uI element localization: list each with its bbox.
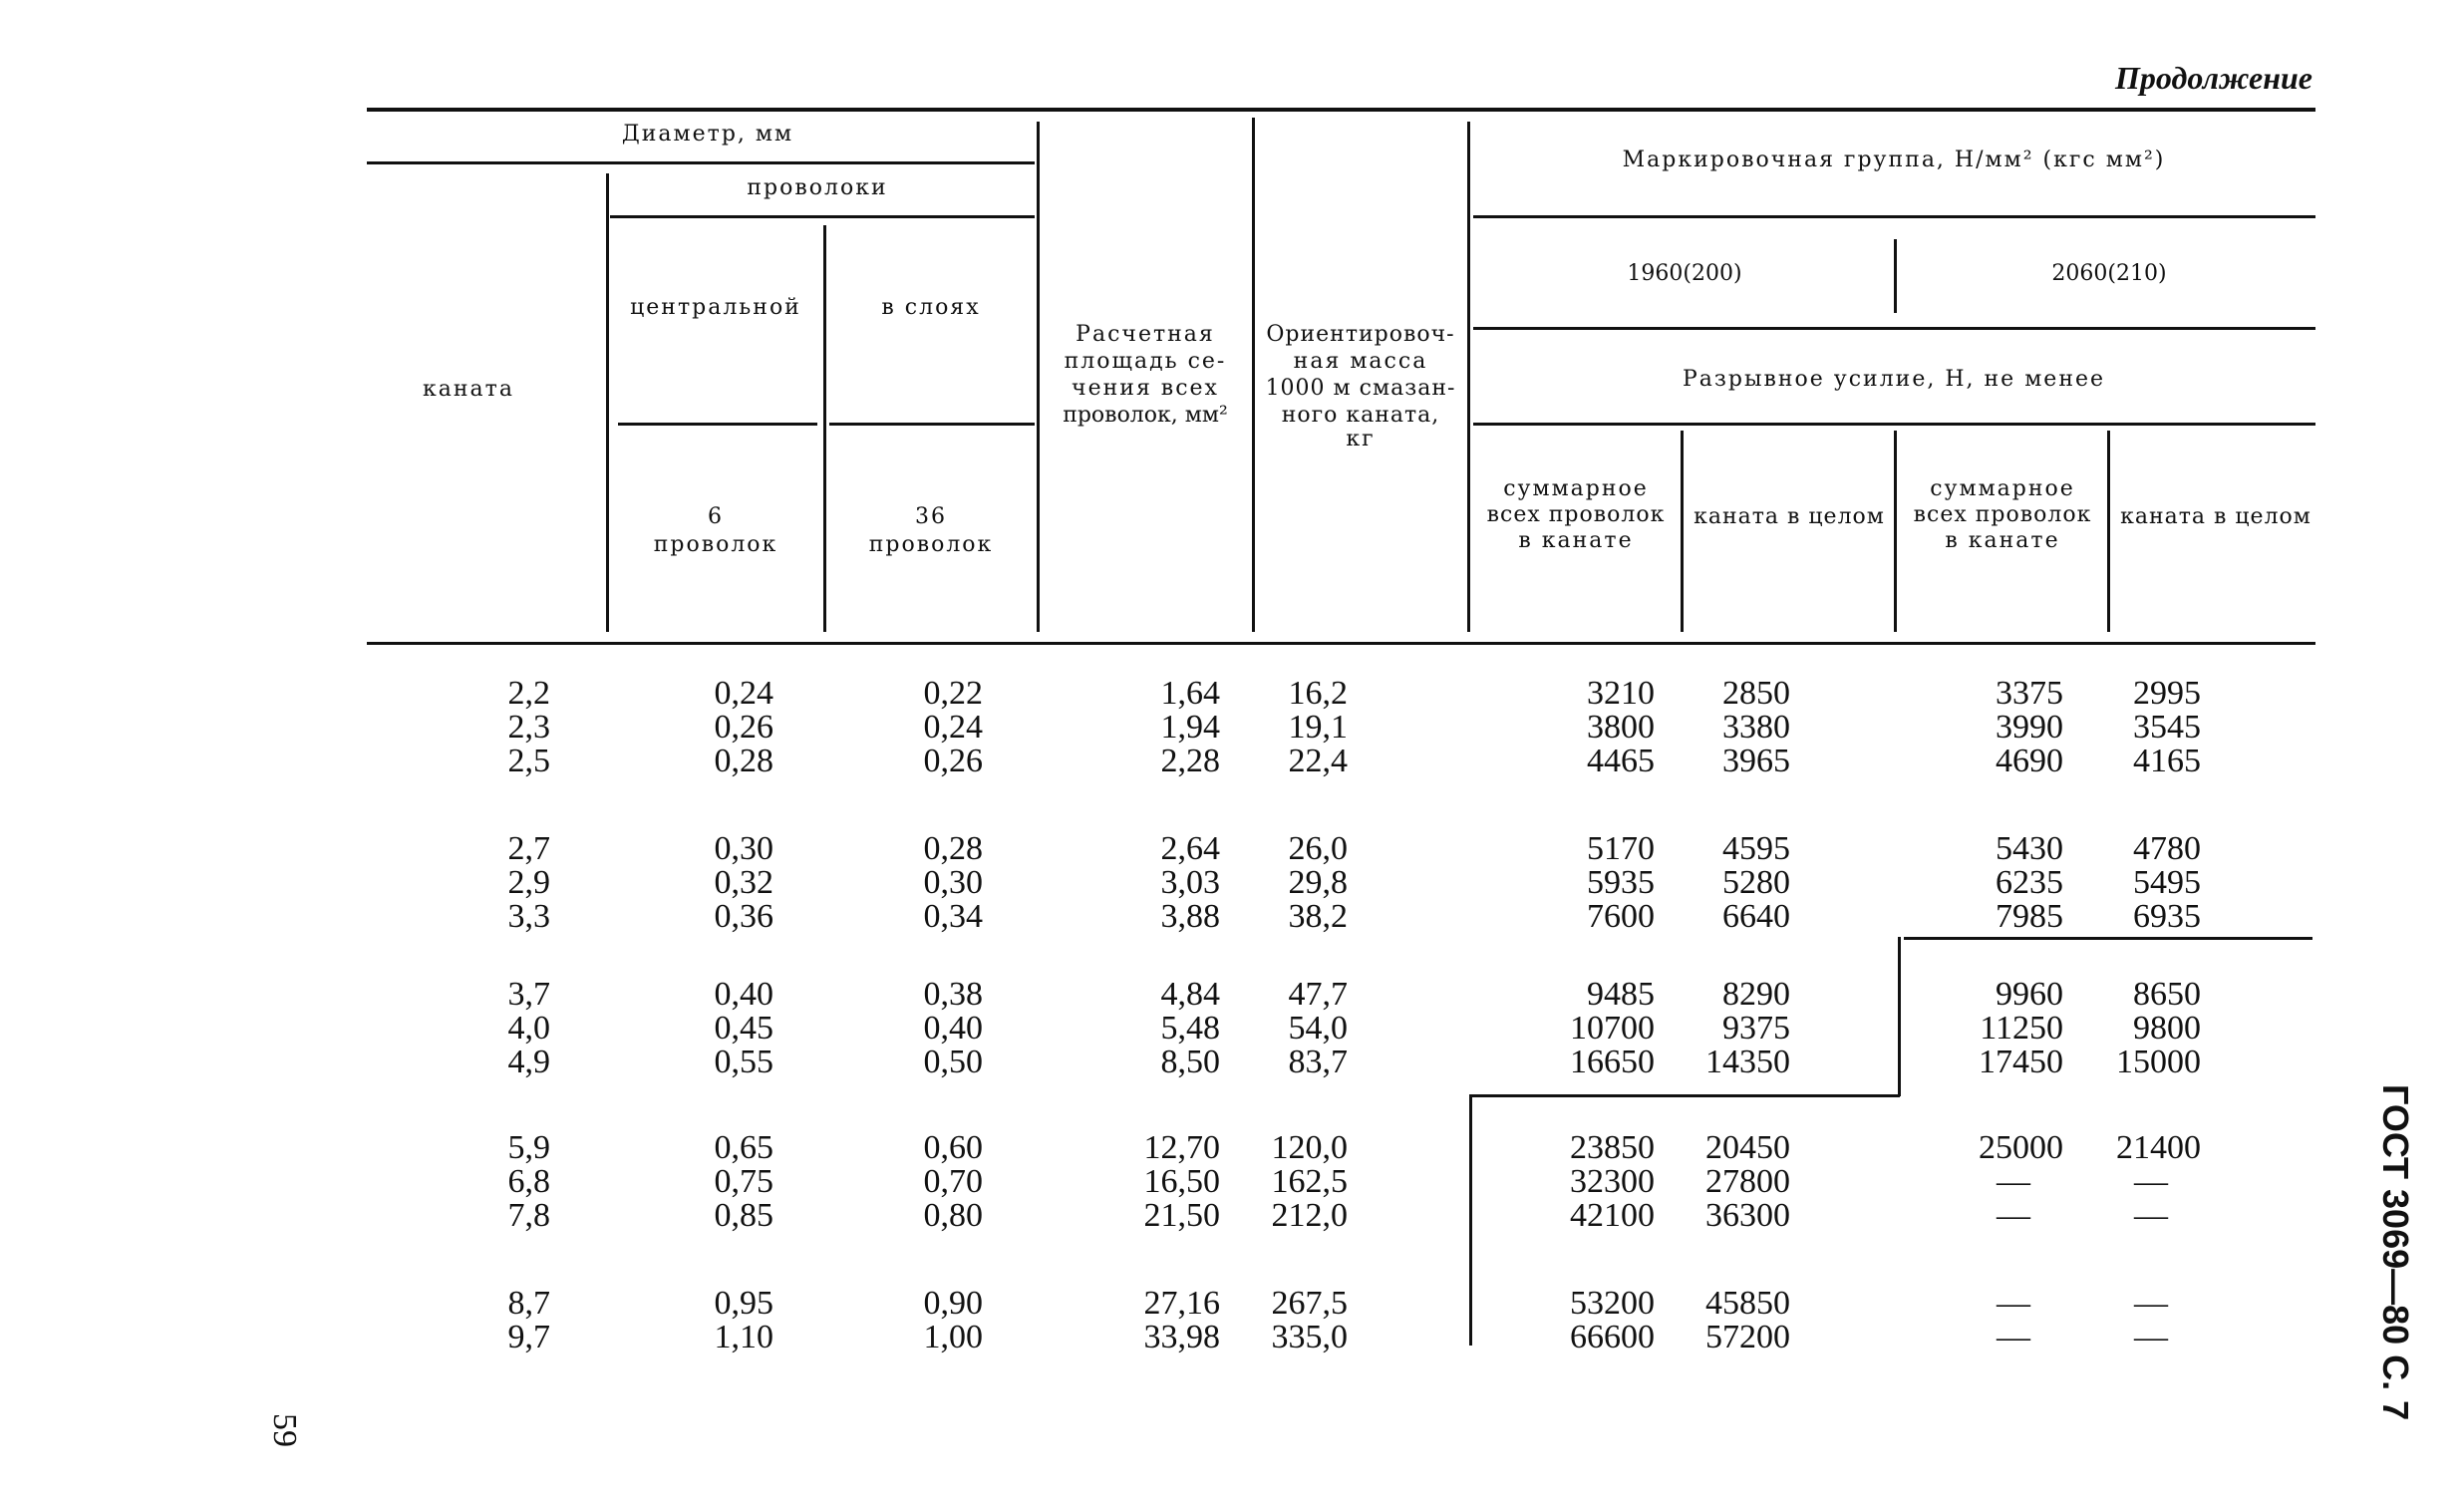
cell-layer-wire: 0,60	[923, 1129, 983, 1166]
thirty-six-wires-label: проволок	[868, 532, 994, 557]
cell-rope-1960: 8290	[1722, 976, 1790, 1013]
mass-line: кг	[1346, 427, 1376, 451]
cell-rope-1960: 3380	[1722, 709, 1790, 746]
cell-rope-diameter: 6,8	[507, 1163, 550, 1200]
cell-rope-2060: 2995	[2133, 675, 2201, 712]
cell-total-1960: 3800	[1587, 709, 1655, 746]
cell-central-wire: 0,45	[714, 1010, 773, 1047]
cell-area: 16,50	[1143, 1163, 1220, 1200]
total-wires-line: в канате	[1518, 528, 1634, 553]
header-bottom-rule	[367, 642, 2315, 645]
group1-boundary-h	[1469, 1094, 1900, 1097]
cell-mass: 162,5	[1271, 1163, 1348, 1200]
area-line: проволок, мм²	[1063, 403, 1228, 428]
in-layers-heading: в слоях	[881, 295, 981, 320]
mass-line: 1000 м смазан-	[1265, 376, 1456, 401]
cell-total-2060: 11250	[1980, 1010, 2063, 1047]
cell-rope-2060: 4780	[2133, 830, 2201, 867]
cell-total-2060: 6235	[1996, 864, 2063, 901]
cell-central-wire: 0,40	[714, 976, 773, 1013]
cell-central-wire: 0,32	[714, 864, 773, 901]
cell-rope-diameter: 2,3	[507, 709, 550, 746]
cell-area: 1,94	[1160, 709, 1220, 746]
cell-mass: 16,2	[1288, 675, 1348, 712]
cell-rope-diameter: 2,2	[507, 675, 550, 712]
mass-line: Ориентировоч-	[1266, 322, 1455, 347]
total-wires-line: всех проволок	[1913, 502, 2092, 527]
cell-layer-wire: 0,38	[923, 976, 983, 1013]
cell-rope-2060: —	[2134, 1319, 2168, 1355]
cell-mass: 22,4	[1288, 743, 1348, 779]
group-divider	[1894, 239, 1897, 313]
cell-layer-wire: 0,40	[923, 1010, 983, 1047]
central-underline	[618, 423, 817, 426]
cell-layer-wire: 0,90	[923, 1285, 983, 1322]
group-2060-label: 2060(210)	[2051, 261, 2167, 286]
cell-rope-diameter: 4,0	[507, 1010, 550, 1047]
six-wires-label: проволок	[653, 532, 778, 557]
mass-heading	[1256, 321, 1465, 450]
total-wires-heading-2	[1898, 476, 2107, 554]
mass-col-divider	[1467, 122, 1470, 632]
total-wires-heading-1	[1471, 476, 1681, 554]
cell-central-wire: 0,30	[714, 830, 773, 867]
cell-rope-1960: 5280	[1722, 864, 1790, 901]
cell-total-1960: 10700	[1570, 1010, 1655, 1047]
group2-boundary-h1	[1904, 937, 2312, 940]
cell-central-wire: 0,85	[714, 1197, 773, 1234]
cell-total-1960: 7600	[1587, 898, 1655, 935]
cell-central-wire: 0,75	[714, 1163, 773, 1200]
cell-total-2060: 5430	[1996, 830, 2063, 867]
cell-rope-1960: 36300	[1705, 1197, 1790, 1234]
cell-rope-2060: 9800	[2133, 1010, 2201, 1047]
cell-layer-wire: 0,80	[923, 1197, 983, 1234]
cell-rope-1960: 20450	[1705, 1129, 1790, 1166]
cell-total-2060: 9960	[1996, 976, 2063, 1013]
cell-rope-1960: 6640	[1722, 898, 1790, 935]
six-count: 6	[708, 504, 724, 529]
wires-heading: проволоки	[747, 175, 888, 200]
cell-total-1960: 32300	[1570, 1163, 1655, 1200]
cell-central-wire: 1,10	[714, 1319, 773, 1355]
area-col-divider	[1252, 118, 1255, 632]
cell-rope-2060: 5495	[2133, 864, 2201, 901]
cell-total-2060: —	[1997, 1319, 2030, 1355]
cell-rope-2060: 4165	[2133, 743, 2201, 779]
cell-rope-1960: 27800	[1705, 1163, 1790, 1200]
cell-mass: 26,0	[1288, 830, 1348, 867]
cell-central-wire: 0,36	[714, 898, 773, 935]
cell-mass: 54,0	[1288, 1010, 1348, 1047]
total2-col-divider	[2107, 431, 2110, 632]
cell-layer-wire: 0,30	[923, 864, 983, 901]
cell-rope-diameter: 8,7	[507, 1285, 550, 1322]
cell-total-2060: —	[1997, 1163, 2030, 1200]
cell-area: 1,64	[1160, 675, 1220, 712]
cell-mass: 212,0	[1271, 1197, 1348, 1234]
area-line: чения всех	[1072, 376, 1219, 401]
cell-total-2060: 3375	[1996, 675, 2063, 712]
cell-total-1960: 5170	[1587, 830, 1655, 867]
breaking-underline	[1473, 423, 2315, 426]
cell-central-wire: 0,95	[714, 1285, 773, 1322]
cell-rope-2060: —	[2134, 1163, 2168, 1200]
cell-total-1960: 66600	[1570, 1319, 1655, 1355]
thirty-six-count: 36	[915, 504, 947, 529]
cell-rope-1960: 9375	[1722, 1010, 1790, 1047]
cell-area: 21,50	[1143, 1197, 1220, 1234]
cell-rope-1960: 14350	[1705, 1044, 1790, 1080]
cell-area: 3,03	[1160, 864, 1220, 901]
layers-underline	[829, 423, 1035, 426]
cell-rope-diameter: 3,3	[507, 898, 550, 935]
mass-line: ного каната,	[1281, 403, 1440, 428]
groups-underline	[1473, 327, 2315, 330]
table-top-rule	[367, 108, 2315, 112]
area-line: Расчетная	[1076, 322, 1215, 347]
central-heading: центральной	[630, 295, 801, 320]
cell-rope-diameter: 2,5	[507, 743, 550, 779]
cell-area: 3,88	[1160, 898, 1220, 935]
cell-area: 33,98	[1143, 1319, 1220, 1355]
cell-central-wire: 0,24	[714, 675, 773, 712]
cell-total-2060: 17450	[1979, 1044, 2063, 1080]
marking-group-underline	[1473, 215, 2315, 218]
marking-group-heading: Маркировочная группа, Н/мм² (кгс мм²)	[1622, 148, 2166, 172]
cell-total-2060: 3990	[1996, 709, 2063, 746]
total-wires-line: всех проволок	[1486, 502, 1666, 527]
cell-rope-2060: —	[2134, 1197, 2168, 1234]
cell-rope-2060: —	[2134, 1285, 2168, 1322]
cell-rope-2060: 3545	[2133, 709, 2201, 746]
cell-layer-wire: 0,70	[923, 1163, 983, 1200]
cell-total-2060: —	[1997, 1197, 2030, 1234]
cell-mass: 335,0	[1271, 1319, 1348, 1355]
cell-area: 2,64	[1160, 830, 1220, 867]
cell-mass: 120,0	[1271, 1129, 1348, 1166]
cell-rope-diameter: 5,9	[507, 1129, 550, 1166]
layers-col-divider	[1037, 122, 1040, 632]
diameter-heading: Диаметр, мм	[621, 122, 794, 147]
cell-rope-diameter: 2,9	[507, 864, 550, 901]
wires-underline	[610, 215, 1035, 218]
cell-total-2060: 4690	[1996, 743, 2063, 779]
cell-area: 8,50	[1160, 1044, 1220, 1080]
cell-area: 2,28	[1160, 743, 1220, 779]
cell-total-1960: 3210	[1587, 675, 1655, 712]
cell-rope-2060: 6935	[2133, 898, 2201, 935]
cell-layer-wire: 0,28	[923, 830, 983, 867]
cell-total-2060: 7985	[1996, 898, 2063, 935]
breaking-force-heading: Разрывное усилие, Н, не менее	[1682, 367, 2106, 392]
cell-total-2060: 25000	[1979, 1129, 2063, 1166]
cell-total-1960: 9485	[1587, 976, 1655, 1013]
cell-area: 12,70	[1143, 1129, 1220, 1166]
cell-mass: 19,1	[1288, 709, 1348, 746]
cell-central-wire: 0,26	[714, 709, 773, 746]
rope-col-divider	[606, 173, 609, 632]
gost-side-label: ГОСТ 3069—80 С. 7	[2375, 1084, 2416, 1421]
cell-total-1960: 4465	[1587, 743, 1655, 779]
cell-rope-diameter: 2,7	[507, 830, 550, 867]
rope-heading: каната	[423, 377, 514, 402]
cell-layer-wire: 0,34	[923, 898, 983, 935]
cell-area: 5,48	[1160, 1010, 1220, 1047]
cell-layer-wire: 0,24	[923, 709, 983, 746]
cell-area: 4,84	[1160, 976, 1220, 1013]
continuation-label: Продолжение	[2115, 60, 2312, 96]
cell-rope-1960: 57200	[1705, 1319, 1790, 1355]
cell-layer-wire: 0,22	[923, 675, 983, 712]
cell-mass: 38,2	[1288, 898, 1348, 935]
cell-area: 27,16	[1143, 1285, 1220, 1322]
total-wires-line: суммарное	[1930, 476, 2075, 501]
total1-col-divider	[1681, 431, 1684, 632]
cell-rope-diameter: 9,7	[507, 1319, 550, 1355]
page-number: 59	[266, 1413, 303, 1447]
cell-rope-diameter: 7,8	[507, 1197, 550, 1234]
mass-line: ная масса	[1293, 349, 1428, 374]
cell-total-1960: 42100	[1570, 1197, 1655, 1234]
cell-rope-1960: 3965	[1722, 743, 1790, 779]
area-line: площадь се-	[1064, 349, 1227, 374]
cell-rope-2060: 15000	[2116, 1044, 2201, 1080]
cell-rope-diameter: 4,9	[507, 1044, 550, 1080]
rope1-col-divider	[1894, 431, 1897, 632]
total-wires-line: в канате	[1945, 528, 2060, 553]
rope-whole-heading-1: каната в целом	[1694, 504, 1885, 529]
cell-total-2060: —	[1997, 1285, 2030, 1322]
group-1960-label: 1960(200)	[1627, 261, 1742, 286]
total-wires-line: суммарное	[1503, 476, 1649, 501]
cell-rope-2060: 21400	[2116, 1129, 2201, 1166]
cell-layer-wire: 0,26	[923, 743, 983, 779]
cell-layer-wire: 1,00	[923, 1319, 983, 1355]
cell-central-wire: 0,55	[714, 1044, 773, 1080]
rope-whole-heading-2: каната в целом	[2120, 504, 2311, 529]
area-heading	[1041, 321, 1250, 429]
cell-total-1960: 23850	[1570, 1129, 1655, 1166]
cell-total-1960: 53200	[1570, 1285, 1655, 1322]
cell-mass: 83,7	[1288, 1044, 1348, 1080]
cell-mass: 267,5	[1271, 1285, 1348, 1322]
cell-rope-2060: 8650	[2133, 976, 2201, 1013]
cell-rope-1960: 45850	[1705, 1285, 1790, 1322]
cell-total-1960: 5935	[1587, 864, 1655, 901]
central-col-divider	[823, 225, 826, 632]
cell-layer-wire: 0,50	[923, 1044, 983, 1080]
cell-rope-1960: 4595	[1722, 830, 1790, 867]
diameter-underline	[367, 161, 1035, 164]
cell-rope-diameter: 3,7	[507, 976, 550, 1013]
cell-central-wire: 0,65	[714, 1129, 773, 1166]
cell-central-wire: 0,28	[714, 743, 773, 779]
cell-mass: 47,7	[1288, 976, 1348, 1013]
cell-mass: 29,8	[1288, 864, 1348, 901]
cell-total-1960: 16650	[1570, 1044, 1655, 1080]
cell-rope-1960: 2850	[1722, 675, 1790, 712]
